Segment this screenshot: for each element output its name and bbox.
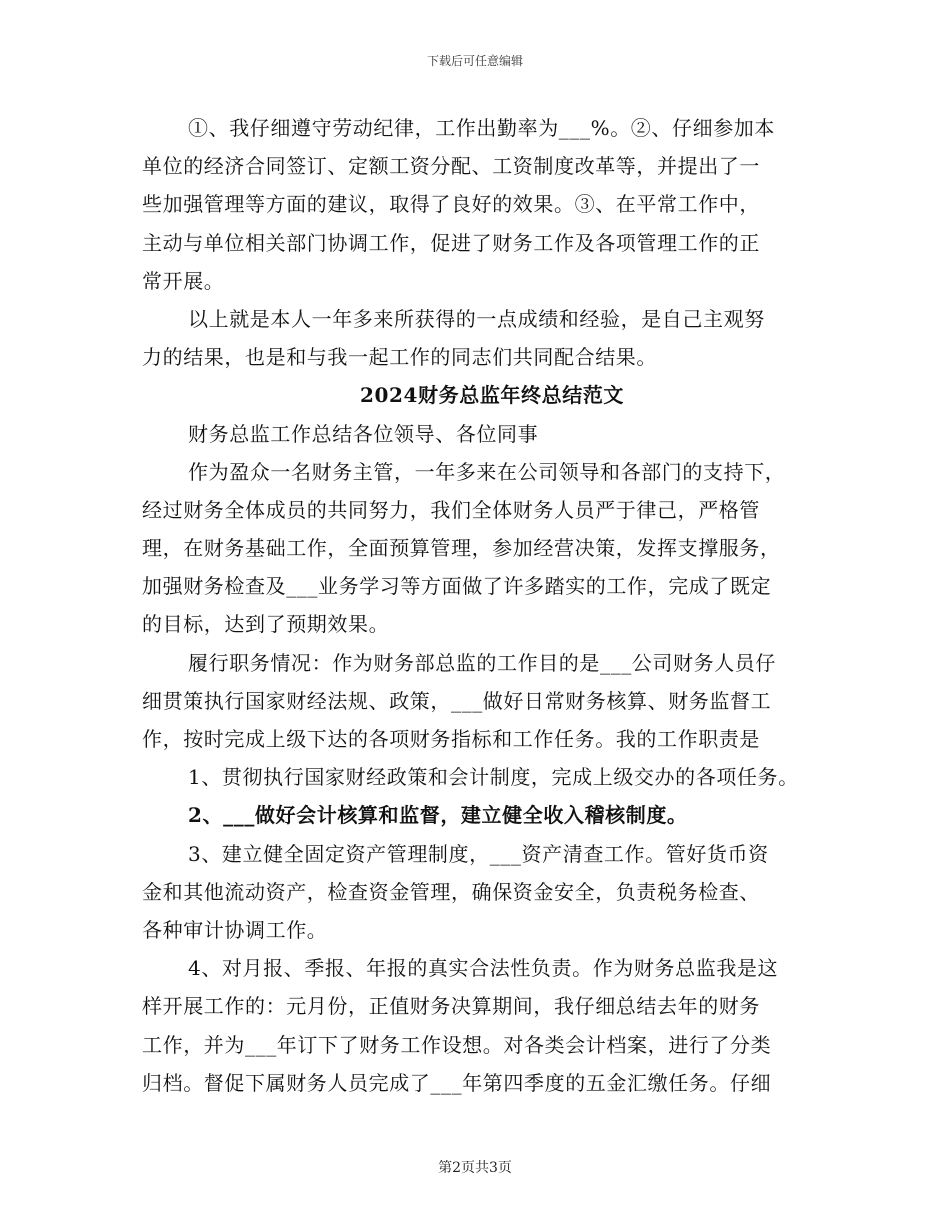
text-line: 样开展工作的：元月份，正值财务决算期间，我仔细总结去年的财务 [142,994,760,1019]
text-line: 财务总监工作总结各位领导、各位同事 [188,421,539,446]
text-line: 些加强管理等方面的建议，取得了良好的效果。③、在平常工作中， [142,192,760,217]
bold-text-line: 2、___做好会计核算和监督，建立健全收入稽核制度。 [188,803,688,828]
text-line: 细贯策执行国家财经法规、政策，___做好日常财务核算、财务监督工 [142,688,772,713]
text-line: 作为盈众一名财务主管，一年多来在公司领导和各部门的支持下， [188,459,786,484]
text-line: 4、对月报、季报、年报的真实合法性负责。作为财务总监我是这 [188,956,779,981]
text-line: 理，在财务基础工作，全面预算管理，参加经营决策，发挥支撑服务， [142,536,781,561]
page-footer: 第2页共3页 [438,1160,512,1176]
text-line: 常开展。 [142,268,225,293]
text-line: 1、贯彻执行国家财经政策和会计制度，完成上级交办的各项任务。 [188,765,799,790]
text-line: 力的结果，也是和与我一起工作的同志们共同配合结果。 [142,345,657,370]
text-line: 工作，并为___年订下了财务工作设想。对各类会计档案，进行了分类 [142,1032,772,1057]
text-line: 各种审计协调工作。 [142,917,328,942]
text-line: ①、我仔细遵守劳动纪律，工作出勤率为___%。②、仔细参加本 [188,116,776,140]
text-line: 履行职务情况：作为财务部总监的工作目的是___公司财务人员仔 [188,650,776,675]
section-title: 2024财务总监年终总结范文 [359,383,625,408]
text-line: 3、建立健全固定资产管理制度，___资产清查工作。管好货币资 [188,841,769,866]
text-line: 以上就是本人一年多来所获得的一点成绩和经验，是自己主观努 [188,306,765,331]
text-line: 单位的经济合同签订、定额工资分配、工资制度改革等，并提出了一 [142,154,760,179]
text-line: 加强财务检查及___业务学习等方面做了许多踏实的工作，完成了既定 [142,574,772,599]
text-line: 归档。督促下属财务人员完成了___年第四季度的五金汇缴任务。仔细 [142,1070,772,1095]
text-line: 经过财务全体成员的共同努力，我们全体财务人员严于律己，严格管 [142,497,760,522]
text-line: 金和其他流动资产，检查资金管理，确保资金安全，负责税务检查、 [142,879,760,904]
page-header: 下载后可任意编辑 [426,54,523,68]
text-line: 主动与单位相关部门协调工作，促进了财务工作及各项管理工作的正 [142,230,760,255]
text-line: 的目标，达到了预期效果。 [142,612,390,637]
document-body [142,109,822,1102]
text-line: 作，按时完成上级下达的各项财务指标和工作任务。我的工作职责是 [142,727,760,751]
